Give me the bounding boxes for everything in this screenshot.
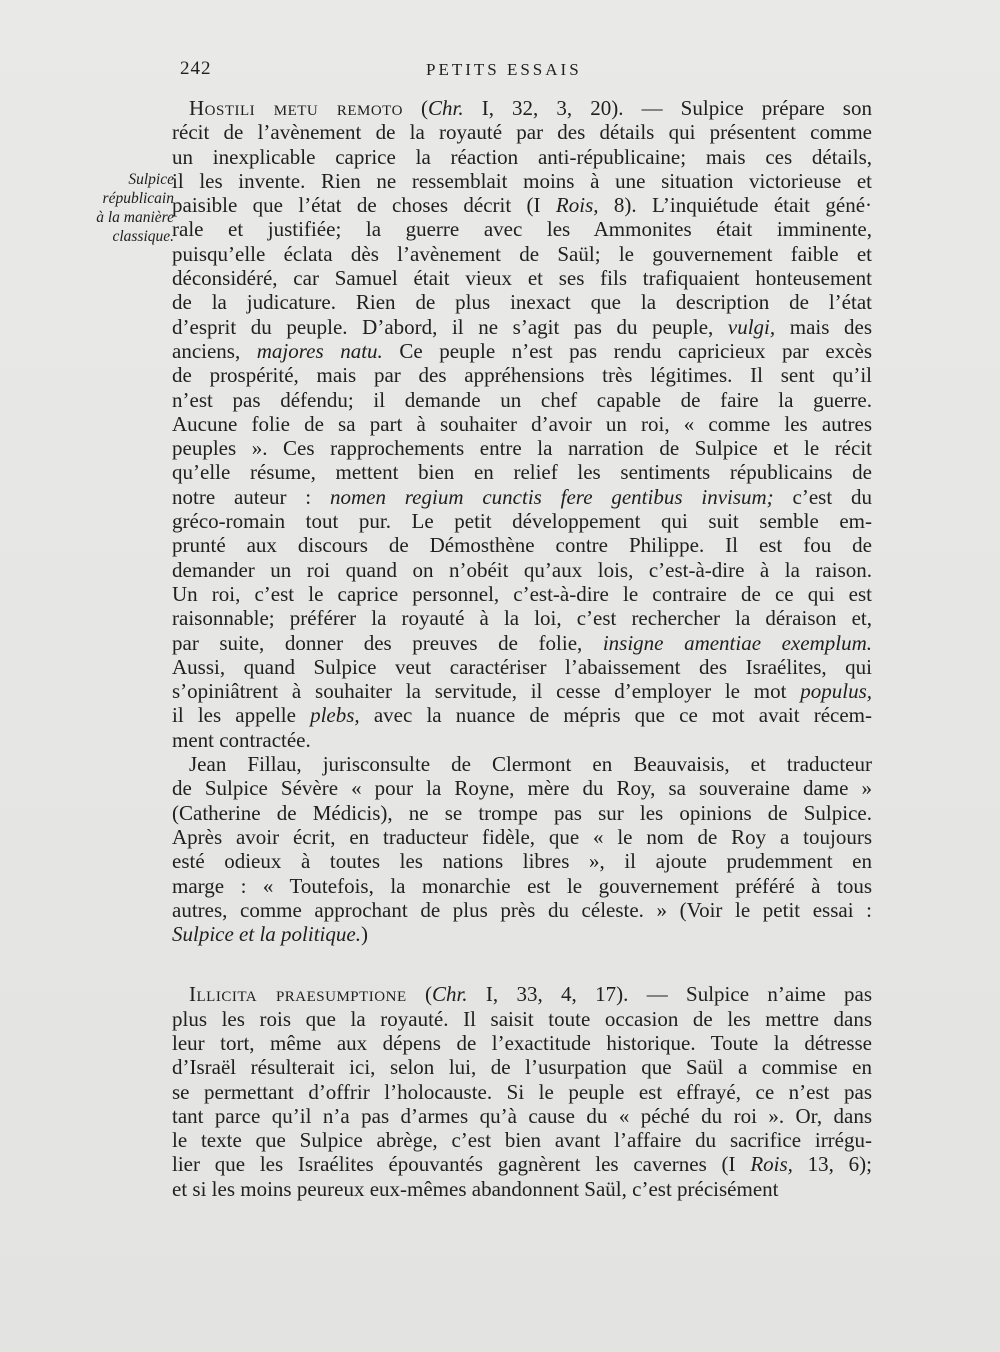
text-run: par suite, donner des preuves de folie, bbox=[172, 630, 603, 655]
text-run: mais des bbox=[775, 314, 872, 339]
text-line bbox=[172, 339, 872, 363]
text-run: de Sulpice Sévère « pour la Royne, mère du Roy, sa souveraine dame » bbox=[172, 776, 872, 801]
text-line bbox=[172, 1031, 872, 1055]
text-run: autres, comme approchant de plus près du céleste. » (Voir le petit essai : bbox=[172, 897, 872, 922]
text-run: peuples ». Ces rapprochements entre la narration de Sulpice et le récit bbox=[172, 436, 872, 461]
text-line bbox=[172, 1128, 872, 1152]
text-run: rale et justifiée; la guerre avec les Ammonites était imminente, bbox=[172, 217, 872, 242]
text-run: marge : « Toutefois, la monarchie est le gouvernement préféré à tous bbox=[172, 873, 872, 898]
text-run: et si les moins peureux eux-mêmes abandonnent Saül, c’est précisément bbox=[172, 1176, 779, 1201]
text-run: Jean Fillau, jurisconsulte de Clermont en Beauvaisis, et traducteur bbox=[189, 752, 872, 777]
text-line bbox=[172, 606, 872, 630]
italic-text: majores natu. bbox=[256, 338, 383, 363]
text-run: plus les rois que la royauté. Il saisit toute occasion de les mettre dans bbox=[172, 1006, 872, 1031]
text-line bbox=[172, 533, 872, 557]
italic-text: insigne amentiae exemplum. bbox=[602, 630, 872, 655]
text-line bbox=[172, 1177, 872, 1201]
text-run: avec la nuance de mépris que ce mot avait récem- bbox=[359, 703, 872, 728]
text-run: gréco-romain tout pur. Le petit développement qui suit semble em- bbox=[172, 509, 872, 534]
running-title: PETITS ESSAIS bbox=[426, 60, 582, 79]
italic-text: populus, bbox=[800, 679, 872, 704]
text-line bbox=[172, 460, 872, 484]
text-line bbox=[172, 752, 872, 776]
text-run: I, 33, 4, 17). — Sulpice n’aime pas bbox=[467, 982, 872, 1007]
text-line bbox=[172, 655, 872, 679]
text-line bbox=[172, 96, 872, 120]
text-run: ( bbox=[406, 982, 432, 1007]
margin-note-line: classique. bbox=[112, 228, 174, 245]
italic-text: Sulpice et la politique. bbox=[172, 922, 361, 947]
margin-note-line: Sulpice bbox=[128, 171, 174, 188]
text-run: déconsidéré, car Samuel était vieux et ses fils trafiquaient honteusement bbox=[172, 266, 872, 291]
text-run: I, 32, 3, 20). — Sulpice prépare son bbox=[463, 96, 872, 120]
text-line bbox=[172, 631, 872, 655]
small-caps-heading: Illicita praesumptione bbox=[189, 982, 407, 1007]
text-line bbox=[172, 1080, 872, 1104]
text-run: c’est du bbox=[773, 484, 872, 509]
text-line bbox=[172, 145, 872, 169]
text-run: un inexplicable caprice la réaction anti-républicaine; mais ces détails, bbox=[172, 144, 872, 169]
text-line bbox=[172, 1007, 872, 1031]
text-line bbox=[172, 922, 872, 946]
text-run: récit de l’avènement de la royauté par des détails qui présentent comme bbox=[172, 120, 872, 145]
text-run: ment contractée. bbox=[172, 727, 311, 752]
text-line bbox=[172, 363, 872, 387]
text-run: Ce peuple n’est pas rendu capricieux par excès bbox=[382, 338, 872, 363]
paragraph bbox=[172, 752, 872, 946]
text-run: raisonnable; préférer la royauté à la loi, c’est rechercher la déraison et, bbox=[172, 606, 872, 631]
text-line bbox=[172, 315, 872, 339]
text-run: notre auteur : bbox=[172, 484, 330, 509]
text-run: anciens, bbox=[172, 338, 257, 363]
margin-note-line: républicain bbox=[102, 190, 174, 207]
page-header bbox=[0, 58, 1000, 88]
text-run: de prospérité, mais par des appréhensions très légitimes. Il sent qu’il bbox=[172, 363, 872, 388]
text-line bbox=[172, 703, 872, 727]
text-run: d’Israël résulterait ici, selon lui, de l’usurpation que Saül a commise en bbox=[172, 1055, 872, 1080]
text-run: de la judicature. Rien de plus inexact que la description de l’état bbox=[172, 290, 872, 315]
text-run: prunté aux discours de Démosthène contre Philippe. Il est fou de bbox=[172, 533, 872, 558]
text-line bbox=[172, 874, 872, 898]
text-line bbox=[172, 1152, 872, 1176]
text-run: Un roi, c’est le caprice personnel, c’est-à-dire le contraire de ce qui est bbox=[172, 581, 872, 606]
text-line bbox=[172, 1055, 872, 1079]
text-line bbox=[172, 242, 872, 266]
text-run: il les appelle bbox=[172, 703, 311, 728]
text-line bbox=[172, 120, 872, 144]
text-line bbox=[172, 217, 872, 241]
section-gap bbox=[172, 946, 872, 982]
text-run: lier que les Israélites épouvantés gagnèrent les cavernes (I bbox=[172, 1152, 751, 1177]
page-number: 242 bbox=[180, 58, 212, 79]
text-run: Aussi, quand Sulpice veut caractériser l’abaissement des Israélites, qui bbox=[172, 654, 872, 679]
text-run: ( bbox=[402, 96, 428, 120]
text-line bbox=[172, 266, 872, 290]
text-run: n’est pas défendu; il demande un chef capable de faire la guerre. bbox=[172, 387, 872, 412]
text-line bbox=[172, 825, 872, 849]
text-line bbox=[172, 801, 872, 825]
italic-text: Chr. bbox=[428, 96, 464, 120]
text-run: (Catherine de Médicis), ne se trompe pas sur les opinions de Sulpice. bbox=[172, 800, 872, 825]
text-run: tant parce qu’il n’a pas d’armes qu’à cause du « péché du roi ». Or, dans bbox=[172, 1103, 872, 1128]
text-line bbox=[172, 290, 872, 314]
small-caps-heading: Hostili metu remoto bbox=[189, 96, 403, 120]
italic-text: plebs, bbox=[310, 703, 360, 728]
body-text bbox=[172, 96, 872, 1201]
paragraph bbox=[172, 982, 872, 1201]
text-run: se permettant d’offrir l’holocauste. Si le peuple est effrayé, ce n’est pas bbox=[172, 1079, 872, 1104]
text-line bbox=[172, 193, 872, 217]
text-line bbox=[172, 582, 872, 606]
text-run: qu’elle résume, mettent bien en relief les sentiments républicains de bbox=[172, 460, 872, 485]
italic-text: Rois, bbox=[750, 1152, 793, 1177]
text-line bbox=[172, 776, 872, 800]
italic-text: Rois, bbox=[555, 193, 599, 218]
italic-text: Chr. bbox=[431, 982, 468, 1007]
text-run: demander un roi quand on n’obéit qu’aux lois, c’est-à-dire à la raison. bbox=[172, 557, 872, 582]
text-line bbox=[172, 898, 872, 922]
italic-text: nomen regium cunctis fere gentibus invisum; bbox=[329, 484, 774, 509]
text-run: 13, 6); bbox=[792, 1152, 873, 1177]
margin-note bbox=[70, 170, 174, 246]
text-run: paisible que l’état de choses décrit (I bbox=[172, 193, 556, 218]
text-run: d’esprit du peuple. D’abord, il ne s’agit pas du peuple, bbox=[172, 314, 728, 339]
text-run: le texte que Sulpice abrège, c’est bien avant l’affaire du sacrifice irrégu- bbox=[172, 1128, 872, 1153]
text-line bbox=[172, 509, 872, 533]
text-line bbox=[172, 388, 872, 412]
italic-text: vulgi, bbox=[727, 314, 776, 339]
text-line bbox=[172, 169, 872, 193]
text-line bbox=[172, 728, 872, 752]
text-run: puisqu’elle éclata dès l’avènement de Saül; le gouvernement faible et bbox=[172, 241, 872, 266]
text-run: esté odieux à toutes les nations libres », il ajoute prudemment en bbox=[172, 849, 872, 874]
text-line bbox=[172, 436, 872, 460]
text-run: s’opiniâtrent à souhaiter la servitude, il cesse d’employer le mot bbox=[172, 679, 801, 704]
text-run: ) bbox=[360, 922, 368, 947]
margin-note-line: à la manière bbox=[96, 209, 174, 226]
text-run: Après avoir écrit, en traducteur fidèle, que « le nom de Roy a toujours bbox=[172, 824, 872, 849]
text-line bbox=[172, 982, 872, 1006]
text-line bbox=[172, 679, 872, 703]
text-line bbox=[172, 485, 872, 509]
text-line bbox=[172, 412, 872, 436]
text-line bbox=[172, 558, 872, 582]
text-line bbox=[172, 1104, 872, 1128]
text-run: leur tort, même aux dépens de l’exactitude historique. Toute la détresse bbox=[172, 1030, 872, 1055]
text-run: Aucune folie de sa part à souhaiter d’avoir un roi, « comme les autres bbox=[172, 411, 872, 436]
text-run: il les invente. Rien ne ressemblait moins à une situation victorieuse et bbox=[172, 168, 872, 193]
text-line bbox=[172, 849, 872, 873]
text-run: 8). L’inquiétude était géné· bbox=[598, 193, 873, 218]
paragraph bbox=[172, 96, 872, 752]
